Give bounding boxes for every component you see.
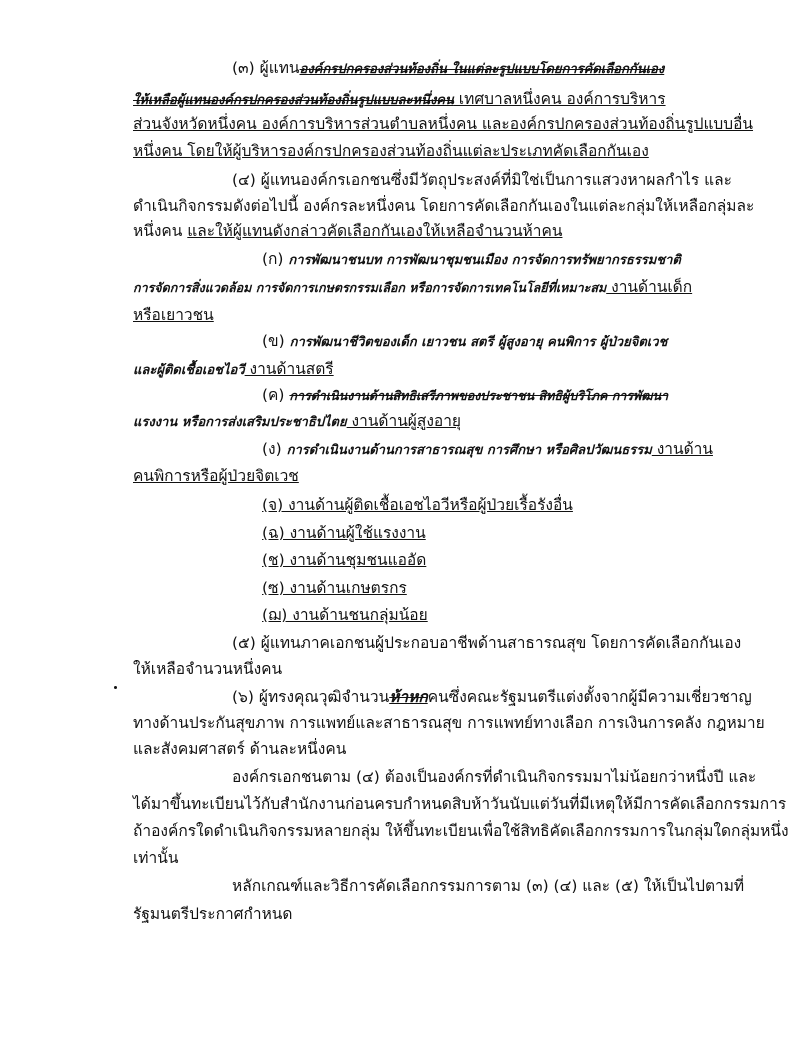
para-criteria-line-1: หลักเกณฑ์และวิธีการคัดเลือกกรรมการตาม (๓) (๔) และ (๕) ให้เป็นไปตามที่ <box>232 877 745 895</box>
inserted-text: และให้ผู้แทนดังกล่าวคัดเลือกกันเองให้เหลือจำนวนห้าคน <box>187 222 563 240</box>
item-4e: (จ) งานด้านผู้ติดเชื้อเอชไอวีหรือผู้ป่วยเรื้อรังอื่น <box>262 496 573 514</box>
item-6-line-3: และสังคมศาสตร์ ด้านละหนึ่งคน <box>133 740 347 758</box>
item-4-line-3 <box>133 221 562 241</box>
italic-text: แรงงาน หรือการส่งเสริมประชาธิปไตย <box>133 415 347 430</box>
item-4b-line-1 <box>262 331 667 353</box>
item-4h: (ซ) งานด้านเกษตรกร <box>262 579 407 597</box>
item-4a-line-2 <box>133 277 692 298</box>
italic-text: การจัดการสิ่งแวดล้อม การจัดการเกษตรกรรมเลือก หรือการจัดการเทคโนโลยีที่เหมาะสม <box>133 280 607 295</box>
item-3-line-2 <box>133 89 666 111</box>
inserted-text: งานด้านผู้สูงอายุ <box>346 412 461 430</box>
item-4b-line-2 <box>133 359 334 381</box>
text: (ก) <box>262 250 289 268</box>
item-3-line-3: ส่วนจังหวัดหนึ่งคน องค์การบริหารส่วนตำบลหนึ่งคน และองค์กรปกครองส่วนท้องถิ่นรูปแบบอื่น <box>133 115 754 133</box>
para-ngo-line-3: ถ้าองค์กรใดดำเนินกิจกรรมหลายกลุ่ม ให้ขึ้นทะเบียนเพื่อใช้สิทธิคัดเลือกกรรมการในกลุ่มใดกลุ่มหนึ่ง <box>133 822 789 840</box>
item-4a-line-1 <box>262 249 681 271</box>
italic-text: การดำเนินงานด้านการสาธารณสุข การศึกษา หรือศิลปวัฒนธรรม <box>286 443 652 458</box>
italic-text: การพัฒนาชีวิตของเด็ก เยาวชน สตรี ผู้สูงอายุ คนพิการ ผู้ป่วยจิตเวช <box>289 335 668 350</box>
item-6-line-1 <box>232 687 752 707</box>
para-ngo-line-1: องค์กรเอกชนตาม (๔) ต้องเป็นองค์กรที่ดำเนินกิจกรรมมาไม่น้อยกว่าหนึ่งปี และ <box>232 768 757 786</box>
edited-text: ห้าหก <box>389 688 428 706</box>
inserted-text: เทศบาลหนึ่งคน องค์การบริหาร <box>453 90 666 108</box>
item-4i: (ฌ) งานด้านชนกลุ่มน้อย <box>262 606 428 624</box>
item-5-line-1: (๕) ผู้แทนภาคเอกชนผู้ประกอบอาชีพด้านสาธารณสุข โดยการคัดเลือกกันเอง <box>232 634 742 652</box>
item-5-line-2: ให้เหลือจำนวนหนึ่งคน <box>133 660 283 678</box>
text: หนึ่งคน <box>133 222 188 240</box>
inserted-text: งานด้าน <box>651 440 713 458</box>
italic-text: และผู้ติดเชื้อเอชไอวี <box>133 363 245 378</box>
item-4-line-2: ดำเนินกิจกรรมดังต่อไปนี้ องค์กรละหนึ่งคน โดยการคัดเลือกกันเองในแต่ละกลุ่มให้เหลือกลุ่มละ <box>133 197 755 215</box>
text: (ข) <box>262 332 290 350</box>
stray-mark <box>114 686 117 689</box>
item-4d-line-2: คนพิการหรือผู้ป่วยจิตเวช <box>133 467 299 485</box>
italic-text: การพัฒนาชนบท การพัฒนาชุมชนเมือง การจัดการทรัพยากรธรรมชาติ <box>288 253 681 268</box>
text: (ค) <box>262 386 290 404</box>
item-3-line-1 <box>232 58 664 80</box>
inserted-text: งานด้านสตรี <box>244 360 334 378</box>
text: (๖) ผู้ทรงคุณวุฒิจำนวน <box>232 688 390 706</box>
para-ngo-line-2: ได้มาขึ้นทะเบียนไว้กับสำนักงานก่อนครบกำหนดสิบห้าวันนับแต่วันที่มีเหตุให้มีการคัดเลือกกรรมการ <box>133 795 787 813</box>
text: คนซึ่งคณะรัฐมนตรีแต่งตั้งจากผู้มีความเชี่ยวชาญ <box>427 688 752 706</box>
para-ngo-line-4: เท่านั้น <box>133 849 179 867</box>
inserted-text: งานด้านเด็ก <box>606 278 693 296</box>
item-4c-line-1 <box>262 385 668 406</box>
para-criteria-line-2: รัฐมนตรีประกาศกำหนด <box>133 905 293 923</box>
item-4c-line-2 <box>133 411 461 433</box>
item-6-line-2: ทางด้านประกันสุขภาพ การแพทย์และสาธารณสุข การแพทย์ทางเลือก การเงินการคลัง กฎหมาย <box>133 714 765 732</box>
text: (๓) ผู้แทน <box>232 59 300 77</box>
struck-text: องค์กรปกครองส่วนท้องถิ่น ในแต่ละรูปแบบโดยการคัดเลือกกันเอง <box>299 62 665 77</box>
item-4-line-1: (๔) ผู้แทนองค์กรเอกชนซึ่งมีวัตถุประสงค์ที่มิใช่เป็นการแสวงหาผลกำไร และ <box>232 171 732 189</box>
item-3-line-4: หนึ่งคน โดยให้ผู้บริหารองค์กรปกครองส่วนท้องถิ่นแต่ละประเภทคัดเลือกกันเอง <box>133 142 649 160</box>
text: (ง) <box>262 440 287 458</box>
item-4f: (ฉ) งานด้านผู้ใช้แรงงาน <box>262 524 426 542</box>
struck-text: ให้เหลือผู้แทนองค์กรปกครองส่วนท้องถิ่นรูปแบบละหนึ่งคน <box>133 93 454 108</box>
struck-text: การดำเนินงานด้านสิทธิเสรีภาพของประชาชน สิทธิผู้บริโภค การพัฒนา <box>289 388 669 403</box>
item-4g: (ช) งานด้านชุมชนแออัด <box>262 551 427 569</box>
item-4a-line-3: หรือเยาวชน <box>133 306 214 324</box>
item-4d-line-1 <box>262 439 713 461</box>
